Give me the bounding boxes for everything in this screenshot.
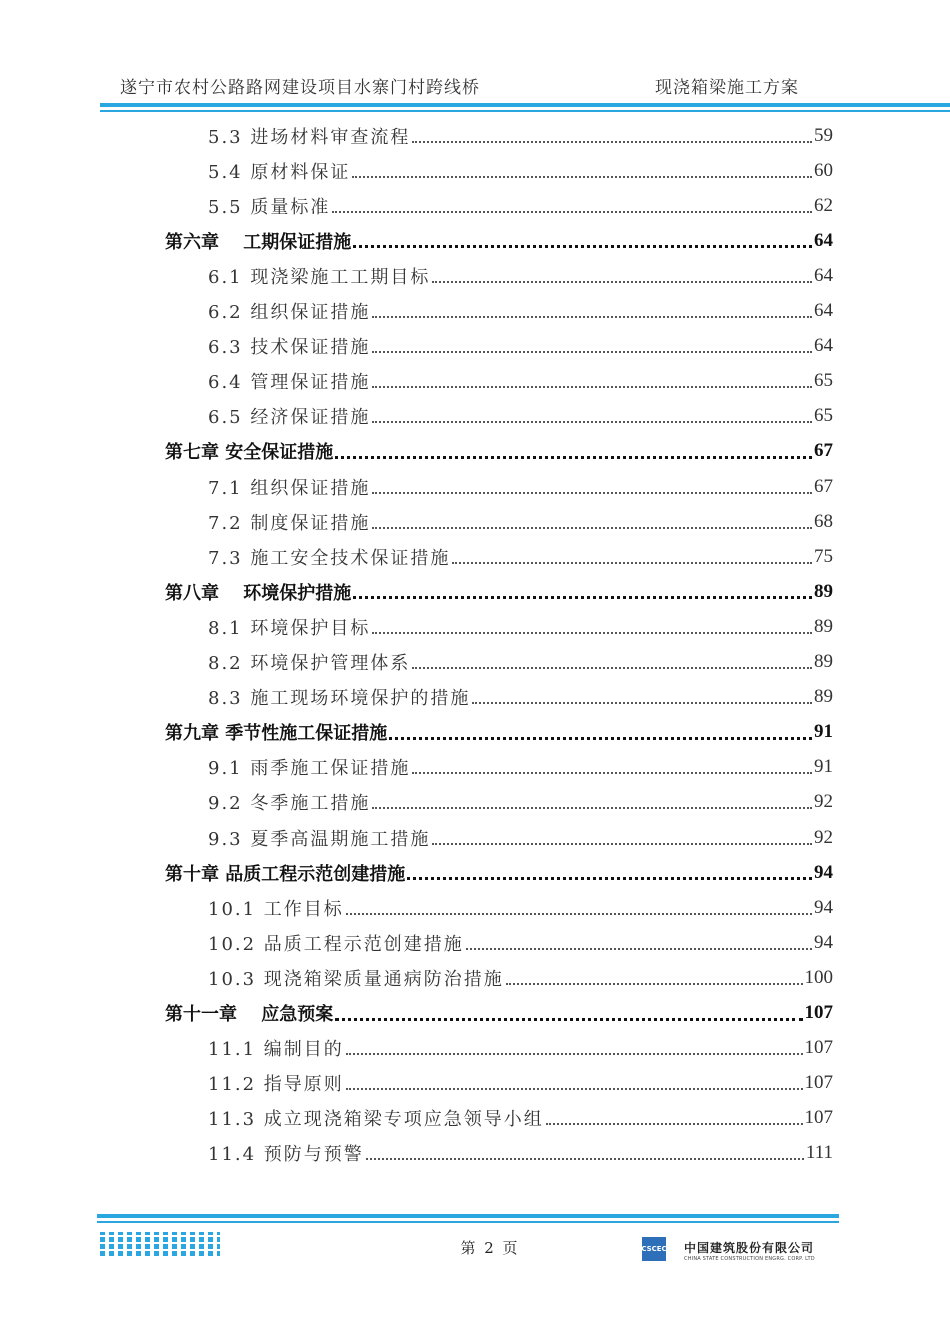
toc-dot-leader: [432, 843, 812, 845]
toc-entry-title: 6.4 管理保证措施: [208, 372, 371, 394]
toc-entry-title: 7.2 制度保证措施: [208, 512, 371, 534]
toc-section-entry[interactable]: [208, 1101, 833, 1136]
toc-entry-page: 94: [814, 896, 833, 918]
toc-entry-title: 9.3 夏季高温期施工措施: [208, 828, 431, 850]
company-logo-icon: CSCEC: [642, 1237, 666, 1261]
footer-rule-thick: [97, 1214, 839, 1218]
toc-entry-title: 5.4 原材料保证: [208, 161, 351, 183]
toc-entry-page: 75: [814, 545, 833, 567]
header-project-title: 遂宁市农村公路路网建设项目水寨门村跨线桥: [120, 78, 480, 98]
toc-entry-title: 6.2 组织保证措施: [208, 302, 371, 323]
toc-section-entry[interactable]: [208, 539, 833, 574]
toc-section-entry[interactable]: [208, 1031, 833, 1066]
toc-dot-leader: [412, 667, 812, 669]
toc-section-entry[interactable]: [208, 258, 833, 293]
toc-entry-title: 11.1 编制目的: [208, 1039, 344, 1061]
toc-entry-title: 6.1 现浇梁施工工期目标: [208, 266, 431, 288]
toc-dot-leader: [372, 807, 812, 809]
toc-entry-title: 6.5 经济保证措施: [208, 407, 371, 429]
toc-entry-title: 11.4 预防与预警: [208, 1144, 364, 1166]
company-name-en: CHINA STATE CONSTRUCTION ENGRG. CORP. LTD: [684, 1256, 815, 1262]
toc-entry-title: 11.2 指导原则: [208, 1074, 344, 1096]
toc-chapter-entry[interactable]: [165, 855, 833, 890]
toc-section-entry[interactable]: [208, 609, 833, 644]
toc-entry-page: 91: [814, 756, 833, 778]
toc-entry-title: 11.3 成立现浇箱梁专项应急领导小组: [208, 1109, 544, 1131]
toc-dot-leader: [372, 351, 812, 353]
page-number: 第 2 页: [460, 1239, 520, 1257]
toc-section-entry[interactable]: [208, 364, 833, 399]
toc-entry-page: 89: [814, 651, 833, 672]
toc-dot-leader: [372, 421, 812, 423]
toc-entry-title: 10.2 品质工程示范创建措施: [208, 933, 464, 955]
toc-entry-title: 6.3 技术保证措施: [208, 337, 371, 359]
toc-section-entry[interactable]: [208, 399, 833, 434]
header-document-title: 现浇箱梁施工方案: [655, 78, 799, 98]
toc-dot-leader: [472, 702, 812, 704]
toc-section-entry[interactable]: [208, 925, 833, 960]
toc-entry-title: 7.1 组织保证措施: [208, 477, 371, 499]
toc-entry-page: 64: [814, 264, 833, 286]
toc-section-entry[interactable]: [208, 188, 833, 223]
company-name-cn: 中国建筑股份有限公司: [684, 1241, 815, 1255]
toc-dot-leader: [352, 176, 812, 178]
toc-entry-title: 第十一章 应急预案: [165, 1004, 334, 1025]
toc-entry-page: 111: [805, 1142, 833, 1164]
toc-section-entry[interactable]: [208, 118, 833, 153]
toc-section-entry[interactable]: [208, 890, 833, 925]
toc-entry-page: 65: [814, 370, 833, 392]
toc-entry-page: 107: [804, 1037, 833, 1059]
toc-entry-page: 64: [814, 229, 833, 251]
toc-dot-leader: [366, 1158, 804, 1160]
toc-section-entry[interactable]: [208, 960, 833, 995]
toc-entry-page: 60: [814, 159, 833, 181]
toc-chapter-entry[interactable]: [165, 434, 833, 469]
toc-section-entry[interactable]: [208, 785, 833, 820]
toc-entry-page: 62: [814, 194, 833, 216]
toc-section-entry[interactable]: [208, 750, 833, 785]
toc-dot-leader: [372, 527, 812, 529]
toc-dot-leader: [372, 316, 812, 318]
toc-chapter-entry[interactable]: [165, 574, 833, 609]
toc-dot-leader: [335, 456, 812, 459]
toc-entry-title: 9.1 雨季施工保证措施: [208, 758, 411, 780]
toc-entry-page: 89: [814, 580, 833, 602]
toc-entry-page: 91: [814, 721, 833, 743]
toc-dot-leader: [407, 877, 812, 880]
toc-entry-page: 89: [814, 615, 833, 637]
toc-section-entry[interactable]: [208, 504, 833, 539]
toc-entry-title: 10.3 现浇箱梁质量通病防治措施: [208, 968, 504, 990]
toc-entry-title: 8.2 环境保护管理体系: [208, 653, 411, 674]
toc-entry-title: 7.3 施工安全技术保证措施: [208, 547, 451, 569]
toc-entry-page: 89: [814, 686, 833, 708]
toc-entry-page: 92: [814, 826, 833, 848]
toc-entry-title: 8.1 环境保护目标: [208, 617, 371, 639]
toc-entry-title: 9.2 冬季施工措施: [208, 793, 371, 815]
toc-dot-leader: [335, 1018, 802, 1021]
toc-dot-leader: [372, 632, 812, 634]
toc-section-entry[interactable]: [208, 645, 833, 680]
header-rule-thick: [100, 103, 950, 107]
toc-entry-page: 94: [814, 861, 833, 883]
toc-entry-title: 第八章 环境保护措施: [165, 582, 352, 604]
toc-section-entry[interactable]: [208, 1066, 833, 1101]
toc-entry-title: 第六章 工期保证措施: [165, 231, 352, 253]
toc-dot-leader: [372, 386, 812, 388]
toc-dot-leader: [412, 772, 812, 774]
toc-entry-page: 68: [814, 510, 833, 532]
toc-entry-title: 5.3 进场材料审查流程: [208, 126, 411, 148]
toc-dot-leader: [412, 141, 812, 143]
toc-dot-leader: [452, 562, 812, 564]
footer-decorative-pattern: [100, 1232, 220, 1256]
toc-entry-page: 107: [804, 1002, 833, 1023]
toc-section-entry[interactable]: [208, 1136, 833, 1171]
toc-entry-page: 67: [814, 475, 833, 497]
toc-dot-leader: [332, 211, 812, 213]
toc-entry-title: 5.5 质量标准: [208, 196, 331, 218]
toc-dot-leader: [346, 1088, 803, 1090]
toc-dot-leader: [389, 737, 812, 740]
toc-entry-title: 8.3 施工现场环境保护的措施: [208, 688, 471, 710]
toc-dot-leader: [372, 492, 812, 494]
toc-entry-page: 94: [814, 931, 833, 953]
toc-dot-leader: [353, 596, 812, 599]
toc-entry-page: 100: [804, 966, 833, 988]
header-rule-thin: [100, 110, 950, 112]
toc-section-entry[interactable]: [208, 820, 833, 855]
toc-entry-page: 65: [814, 405, 833, 427]
toc-entry-title: 10.1 工作目标: [208, 898, 344, 920]
toc-dot-leader: [346, 1053, 803, 1055]
toc-dot-leader: [353, 245, 812, 248]
toc-dot-leader: [346, 913, 812, 915]
toc-entry-page: 92: [814, 791, 833, 813]
toc-entry-page: 107: [804, 1107, 833, 1129]
toc-section-entry[interactable]: [208, 680, 833, 715]
toc-entry-page: 67: [814, 440, 833, 462]
toc-chapter-entry[interactable]: [165, 996, 833, 1031]
toc-entry-title: 第十章 品质工程示范创建措施: [165, 863, 406, 885]
toc-entry-page: 64: [814, 300, 833, 321]
toc-dot-leader: [546, 1123, 803, 1125]
toc-section-entry[interactable]: [208, 153, 833, 188]
toc-section-entry[interactable]: [208, 329, 833, 364]
toc-entry-title: 第九章 季节性施工保证措施: [165, 723, 388, 745]
toc-section-entry[interactable]: [208, 294, 833, 329]
toc-dot-leader: [432, 281, 812, 283]
toc-entry-page: 107: [804, 1072, 833, 1094]
toc-dot-leader: [466, 948, 812, 950]
toc-entry-title: 第七章 安全保证措施: [165, 442, 334, 464]
toc-section-entry[interactable]: [208, 469, 833, 504]
toc-chapter-entry[interactable]: [165, 715, 833, 750]
toc-entry-page: 59: [814, 124, 833, 146]
toc-chapter-entry[interactable]: [165, 223, 833, 258]
toc-entry-page: 64: [814, 335, 833, 357]
footer-rule-thin: [97, 1221, 839, 1223]
toc-dot-leader: [506, 983, 803, 985]
